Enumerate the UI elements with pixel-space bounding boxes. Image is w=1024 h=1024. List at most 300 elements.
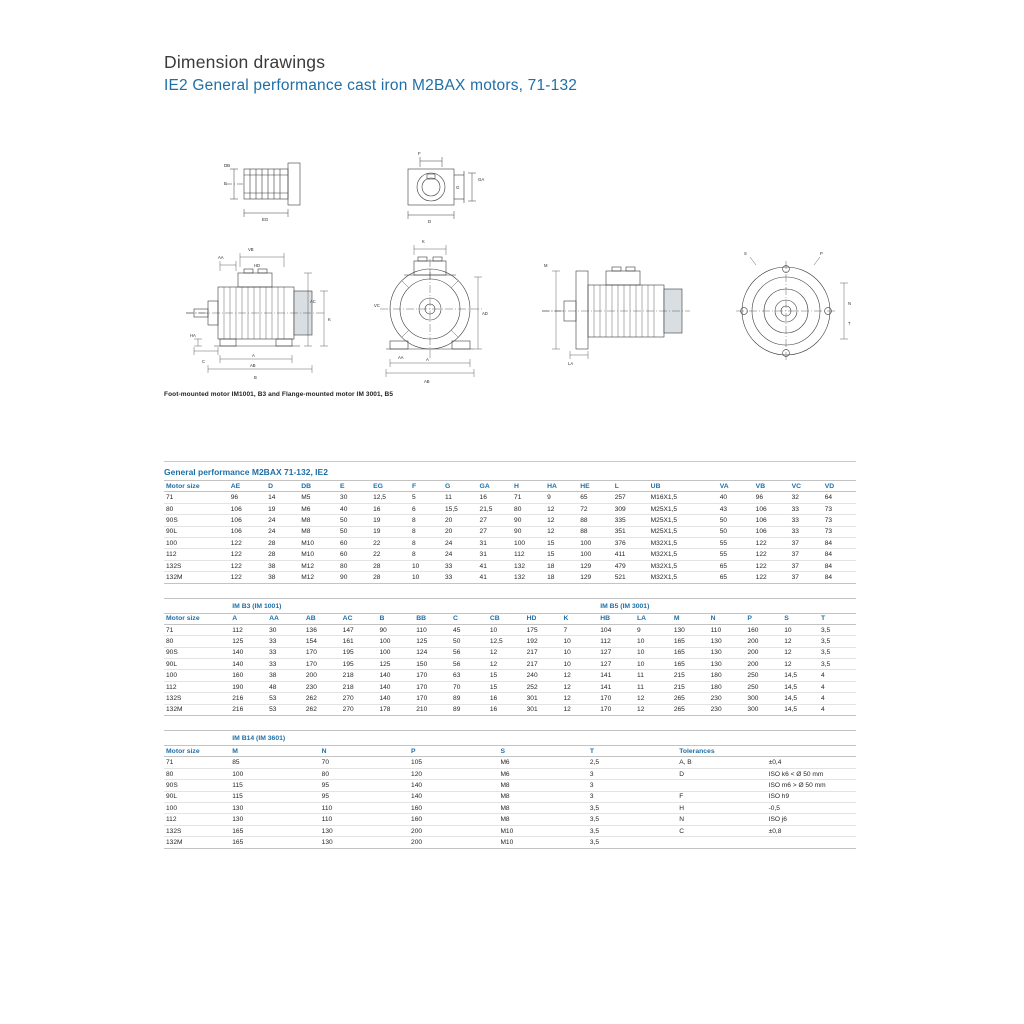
table2-header-row <box>164 613 856 624</box>
table2-group-blank <box>164 598 230 613</box>
table1-col-6: F <box>410 481 443 492</box>
cell-value: 9 <box>635 624 672 635</box>
cell-value: 200 <box>745 636 782 647</box>
cell-value: 90 <box>377 624 414 635</box>
cell-value: 100 <box>377 647 414 658</box>
cell-tolerance-key: N <box>677 814 766 825</box>
cell-value: 122 <box>754 537 790 548</box>
cell-value: 14,5 <box>782 681 819 692</box>
table2-col-8: CB <box>488 613 525 624</box>
cell-value: M6 <box>299 503 338 514</box>
cell-value: 178 <box>377 704 414 715</box>
cell-value: 50 <box>718 515 754 526</box>
cell-value: 12 <box>545 526 578 537</box>
cell-motor-size: 132S <box>164 560 229 571</box>
cell-value: 124 <box>414 647 451 658</box>
svg-text:D: D <box>428 219 432 224</box>
cell-value: 90 <box>512 526 545 537</box>
cell-value: 33 <box>443 560 478 571</box>
cell-value: 10 <box>635 636 672 647</box>
cell-value: 3 <box>588 768 677 779</box>
cell-value: 28 <box>266 537 299 548</box>
cell-value: 14,5 <box>782 693 819 704</box>
table-row <box>164 681 856 692</box>
cell-value: 84 <box>823 560 856 571</box>
cell-value: 8 <box>410 537 443 548</box>
cell-value: M32X1,5 <box>649 572 718 583</box>
cell-value: 10 <box>561 647 598 658</box>
cell-value: M32X1,5 <box>649 549 718 560</box>
cell-value: M8 <box>498 791 587 802</box>
cell-value: 12 <box>635 693 672 704</box>
cell-value: 27 <box>478 515 513 526</box>
cell-value: 140 <box>409 791 498 802</box>
cell-value: 301 <box>525 693 562 704</box>
table2-col-0: Motor size <box>164 613 230 624</box>
cell-value: 30 <box>267 624 304 635</box>
cell-value: 80 <box>512 503 545 514</box>
cell-value: M32X1,5 <box>649 537 718 548</box>
table3-col-5: T <box>588 746 677 757</box>
cell-value: 8 <box>410 549 443 560</box>
cell-value: 15 <box>545 549 578 560</box>
cell-value: 100 <box>377 636 414 647</box>
cell-value: 70 <box>451 681 488 692</box>
cell-value: 3,5 <box>819 659 856 670</box>
cell-value: 300 <box>745 704 782 715</box>
cell-value: 33 <box>790 526 823 537</box>
table-row <box>164 492 856 503</box>
cell-value: 56 <box>451 647 488 658</box>
cell-value: 100 <box>578 549 613 560</box>
cell-value: 122 <box>229 572 266 583</box>
cell-value: 15 <box>488 670 525 681</box>
table-row <box>164 647 856 658</box>
cell-value: 190 <box>230 681 267 692</box>
cell-motor-size: 80 <box>164 503 229 514</box>
table2-col-5: B <box>377 613 414 624</box>
cell-value: M10 <box>299 549 338 560</box>
cell-value: 270 <box>341 693 378 704</box>
cell-value: 88 <box>578 515 613 526</box>
cell-value: 12,5 <box>488 636 525 647</box>
cell-value: 130 <box>320 825 409 836</box>
table2-col-4: AC <box>341 613 378 624</box>
cell-tolerance-key: D <box>677 768 766 779</box>
cell-value: 21,5 <box>478 503 513 514</box>
cell-value: 479 <box>613 560 649 571</box>
cell-motor-size: 132M <box>164 704 230 715</box>
cell-value: 165 <box>672 647 709 658</box>
cell-value: 411 <box>613 549 649 560</box>
table2-col-13: M <box>672 613 709 624</box>
table1-col-16: VC <box>790 481 823 492</box>
table-row <box>164 624 856 635</box>
cell-value: 106 <box>754 515 790 526</box>
cell-motor-size: 90S <box>164 780 230 791</box>
cell-value: 10 <box>635 647 672 658</box>
cell-value: M8 <box>498 802 587 813</box>
cell-value: 100 <box>230 768 319 779</box>
cell-value: 10 <box>561 636 598 647</box>
table2-col-10: K <box>561 613 598 624</box>
table1-col-12: L <box>613 481 649 492</box>
svg-text:EG: EG <box>262 217 269 222</box>
cell-value: 270 <box>341 704 378 715</box>
cell-value: 3,5 <box>819 624 856 635</box>
cell-value: 20 <box>443 526 478 537</box>
cell-value: 110 <box>320 814 409 825</box>
cell-value: 43 <box>718 503 754 514</box>
cell-value: 216 <box>230 693 267 704</box>
svg-text:M: M <box>544 263 548 268</box>
cell-value: 130 <box>672 624 709 635</box>
cell-value: 10 <box>635 659 672 670</box>
cell-value: 27 <box>478 526 513 537</box>
cell-value: 50 <box>338 515 371 526</box>
cell-motor-size: 112 <box>164 549 229 560</box>
cell-value: 53 <box>267 704 304 715</box>
cell-value: 130 <box>230 814 319 825</box>
cell-value: 165 <box>672 636 709 647</box>
cell-motor-size: 90L <box>164 791 230 802</box>
cell-value: 12 <box>561 693 598 704</box>
cell-tolerance-value: ISO k6 < Ø 50 mm <box>767 768 856 779</box>
cell-value: 170 <box>414 681 451 692</box>
table1-col-3: DB <box>299 481 338 492</box>
cell-motor-size: 71 <box>164 624 230 635</box>
cell-value: 48 <box>267 681 304 692</box>
cell-value: 106 <box>754 503 790 514</box>
svg-text:T: T <box>848 321 851 326</box>
cell-motor-size: 90S <box>164 515 229 526</box>
table-row <box>164 560 856 571</box>
cell-value: 95 <box>320 780 409 791</box>
cell-value: 150 <box>414 659 451 670</box>
cell-motor-size: 112 <box>164 814 230 825</box>
cell-value: 165 <box>230 837 319 848</box>
cell-value: 71 <box>512 492 545 503</box>
cell-value: 73 <box>823 503 856 514</box>
cell-motor-size: 132S <box>164 825 230 836</box>
cell-value: 14,5 <box>782 670 819 681</box>
cell-value: 110 <box>709 624 746 635</box>
table-general-performance <box>164 480 856 584</box>
cell-value: 160 <box>409 802 498 813</box>
cell-value: 125 <box>414 636 451 647</box>
cell-value: 210 <box>414 704 451 715</box>
cell-value: 200 <box>745 659 782 670</box>
table-row <box>164 802 856 813</box>
table-row <box>164 693 856 704</box>
cell-value: 110 <box>414 624 451 635</box>
cell-value: 12 <box>635 704 672 715</box>
cell-value: 200 <box>745 647 782 658</box>
cell-motor-size: 90S <box>164 647 230 658</box>
svg-text:HD: HD <box>254 263 261 268</box>
cell-value: 112 <box>598 636 635 647</box>
table1-col-4: E <box>338 481 371 492</box>
cell-value: 56 <box>451 659 488 670</box>
cell-value: 45 <box>451 624 488 635</box>
table2-group-b5: IM B5 (IM 3001) <box>598 598 856 613</box>
table-row <box>164 780 856 791</box>
cell-value: 18 <box>545 560 578 571</box>
cell-value: 265 <box>672 704 709 715</box>
cell-value: 90 <box>512 515 545 526</box>
cell-value: 129 <box>578 572 613 583</box>
drawing-flange-detail <box>386 147 496 225</box>
cell-value: 130 <box>320 837 409 848</box>
cell-value: 41 <box>478 572 513 583</box>
drawing-b3-front-view <box>360 237 510 383</box>
cell-value: 200 <box>304 670 341 681</box>
cell-value: 10 <box>410 572 443 583</box>
cell-value: 50 <box>451 636 488 647</box>
cell-value: M12 <box>299 560 338 571</box>
svg-text:S: S <box>744 251 747 256</box>
table2-col-14: N <box>709 613 746 624</box>
table2-group-row <box>164 598 856 613</box>
table1-col-14: VA <box>718 481 754 492</box>
cell-value: 160 <box>409 814 498 825</box>
cell-value: 180 <box>709 681 746 692</box>
table3-group-row <box>164 731 856 746</box>
cell-value: 120 <box>409 768 498 779</box>
cell-value: 301 <box>525 704 562 715</box>
cell-value: 257 <box>613 492 649 503</box>
table-row <box>164 757 856 768</box>
cell-value: 11 <box>443 492 478 503</box>
cell-value: 3,5 <box>588 825 677 836</box>
table-b14-tolerances <box>164 730 856 849</box>
cell-value: 122 <box>754 560 790 571</box>
cell-motor-size: 132M <box>164 837 230 848</box>
table1-col-8: GA <box>478 481 513 492</box>
cell-value: 130 <box>709 636 746 647</box>
table1-col-17: VD <box>823 481 856 492</box>
cell-motor-size: 100 <box>164 537 229 548</box>
cell-value: 141 <box>598 681 635 692</box>
cell-value: 37 <box>790 560 823 571</box>
table-row <box>164 503 856 514</box>
svg-text:LA: LA <box>568 361 574 366</box>
dimension-drawings <box>164 117 856 447</box>
cell-value: 50 <box>718 526 754 537</box>
cell-value: 96 <box>754 492 790 503</box>
svg-text:N: N <box>848 301 852 306</box>
cell-value: 12 <box>561 670 598 681</box>
cell-motor-size: 90L <box>164 526 229 537</box>
cell-value: 170 <box>414 693 451 704</box>
cell-value: 105 <box>409 757 498 768</box>
cell-value: M25X1,5 <box>649 526 718 537</box>
cell-value: 22 <box>371 549 410 560</box>
table-row <box>164 537 856 548</box>
cell-value: M16X1,5 <box>649 492 718 503</box>
cell-value: 106 <box>229 526 266 537</box>
table3-col-0: Motor size <box>164 746 230 757</box>
svg-text:HA: HA <box>190 333 196 338</box>
cell-tolerance-value <box>767 837 856 848</box>
cell-value: 309 <box>613 503 649 514</box>
cell-motor-size: 80 <box>164 768 230 779</box>
table2-group-b3: IM B3 (IM 1001) <box>230 598 598 613</box>
table2-col-3: AB <box>304 613 341 624</box>
cell-value: 170 <box>598 693 635 704</box>
cell-value: 20 <box>443 515 478 526</box>
cell-motor-size: 132S <box>164 693 230 704</box>
cell-value: 4 <box>819 681 856 692</box>
cell-value: 16 <box>488 704 525 715</box>
cell-value: 104 <box>598 624 635 635</box>
table1-col-15: VB <box>754 481 790 492</box>
cell-value: 33 <box>267 636 304 647</box>
cell-motor-size: 90L <box>164 659 230 670</box>
svg-text:B: B <box>254 375 257 380</box>
cell-value: 12 <box>488 647 525 658</box>
cell-value: 84 <box>823 572 856 583</box>
cell-value: 3,5 <box>588 837 677 848</box>
cell-tolerance-value: ±0,4 <box>767 757 856 768</box>
cell-value: 73 <box>823 526 856 537</box>
cell-value: 33 <box>267 659 304 670</box>
page-title: Dimension drawings <box>164 52 326 72</box>
cell-value: 64 <box>823 492 856 503</box>
table1-title: General performance M2BAX 71-132, IE2 <box>164 461 856 477</box>
cell-value: 115 <box>230 780 319 791</box>
cell-value: 141 <box>598 670 635 681</box>
cell-value: 6 <box>410 503 443 514</box>
cell-value: 16 <box>371 503 410 514</box>
svg-text:AB: AB <box>250 363 256 368</box>
table2-col-9: HD <box>525 613 562 624</box>
cell-value: 85 <box>230 757 319 768</box>
cell-value: 80 <box>320 768 409 779</box>
cell-value: 129 <box>578 560 613 571</box>
cell-value: 41 <box>478 560 513 571</box>
cell-value: 250 <box>745 670 782 681</box>
cell-value: 192 <box>525 636 562 647</box>
cell-tolerance-key: C <box>677 825 766 836</box>
table-row <box>164 814 856 825</box>
svg-text:AC: AC <box>310 299 316 304</box>
cell-value: 55 <box>718 537 754 548</box>
cell-tolerance-value: ISO h9 <box>767 791 856 802</box>
table2-col-12: LA <box>635 613 672 624</box>
cell-value: M10 <box>299 537 338 548</box>
cell-value: 160 <box>230 670 267 681</box>
cell-value: 4 <box>819 704 856 715</box>
cell-value: 262 <box>304 693 341 704</box>
table1-body <box>164 492 856 583</box>
table3-body <box>164 757 856 848</box>
cell-value: 130 <box>709 659 746 670</box>
cell-value: 12 <box>488 659 525 670</box>
cell-value: 33 <box>267 647 304 658</box>
cell-value: 19 <box>266 503 299 514</box>
table2-section <box>164 598 856 717</box>
cell-value: 3 <box>588 780 677 791</box>
cell-tolerance-value: -0,5 <box>767 802 856 813</box>
svg-text:GA: GA <box>478 177 485 182</box>
cell-value: 180 <box>709 670 746 681</box>
cell-value: 125 <box>377 659 414 670</box>
cell-value: 170 <box>304 659 341 670</box>
cell-value: 15,5 <box>443 503 478 514</box>
cell-value: 50 <box>338 526 371 537</box>
table1-col-5: EG <box>371 481 410 492</box>
svg-text:C: C <box>202 359 206 364</box>
cell-value: 335 <box>613 515 649 526</box>
cell-value: 37 <box>790 537 823 548</box>
cell-value: 60 <box>338 549 371 560</box>
cell-value: 70 <box>320 757 409 768</box>
table-row <box>164 670 856 681</box>
cell-value: 200 <box>409 825 498 836</box>
cell-value: 240 <box>525 670 562 681</box>
cell-value: 28 <box>371 572 410 583</box>
table-row <box>164 837 856 848</box>
cell-value: 24 <box>443 537 478 548</box>
table1-col-2: D <box>266 481 299 492</box>
table2-body <box>164 624 856 715</box>
cell-value: 154 <box>304 636 341 647</box>
cell-value: 95 <box>320 791 409 802</box>
table-row <box>164 636 856 647</box>
cell-value: 19 <box>371 526 410 537</box>
table3-group-spacer <box>677 731 856 746</box>
cell-value: 30 <box>338 492 371 503</box>
cell-value: 100 <box>578 537 613 548</box>
cell-value: 165 <box>230 825 319 836</box>
table-row <box>164 659 856 670</box>
cell-value: M10 <box>498 837 587 848</box>
cell-value: 10 <box>561 659 598 670</box>
cell-value: 160 <box>745 624 782 635</box>
cell-value: 55 <box>718 549 754 560</box>
cell-value: 72 <box>578 503 613 514</box>
cell-value: 122 <box>229 549 266 560</box>
drawing-b3-side-view <box>184 243 364 383</box>
cell-value: 262 <box>304 704 341 715</box>
cell-value: M6 <box>498 768 587 779</box>
cell-value: M12 <box>299 572 338 583</box>
svg-text:AB: AB <box>424 379 430 383</box>
cell-value: 15 <box>545 537 578 548</box>
table3-col-2: N <box>320 746 409 757</box>
table-b3-b5 <box>164 598 856 717</box>
table-row <box>164 768 856 779</box>
cell-value: 16 <box>478 492 513 503</box>
drawing-b5-front-view <box>720 243 860 379</box>
table3-col-1: M <box>230 746 319 757</box>
cell-motor-size: 71 <box>164 492 229 503</box>
cell-value: 28 <box>266 549 299 560</box>
cell-value: 218 <box>341 670 378 681</box>
cell-value: 122 <box>754 549 790 560</box>
cell-value: 3 <box>588 791 677 802</box>
cell-value: 230 <box>304 681 341 692</box>
cell-value: 38 <box>267 670 304 681</box>
cell-value: 161 <box>341 636 378 647</box>
table1-col-13: UB <box>649 481 718 492</box>
cell-value: 217 <box>525 647 562 658</box>
cell-value: 4 <box>819 670 856 681</box>
cell-value: 12 <box>561 681 598 692</box>
table3-group-blank <box>164 731 230 746</box>
cell-value: 80 <box>338 560 371 571</box>
